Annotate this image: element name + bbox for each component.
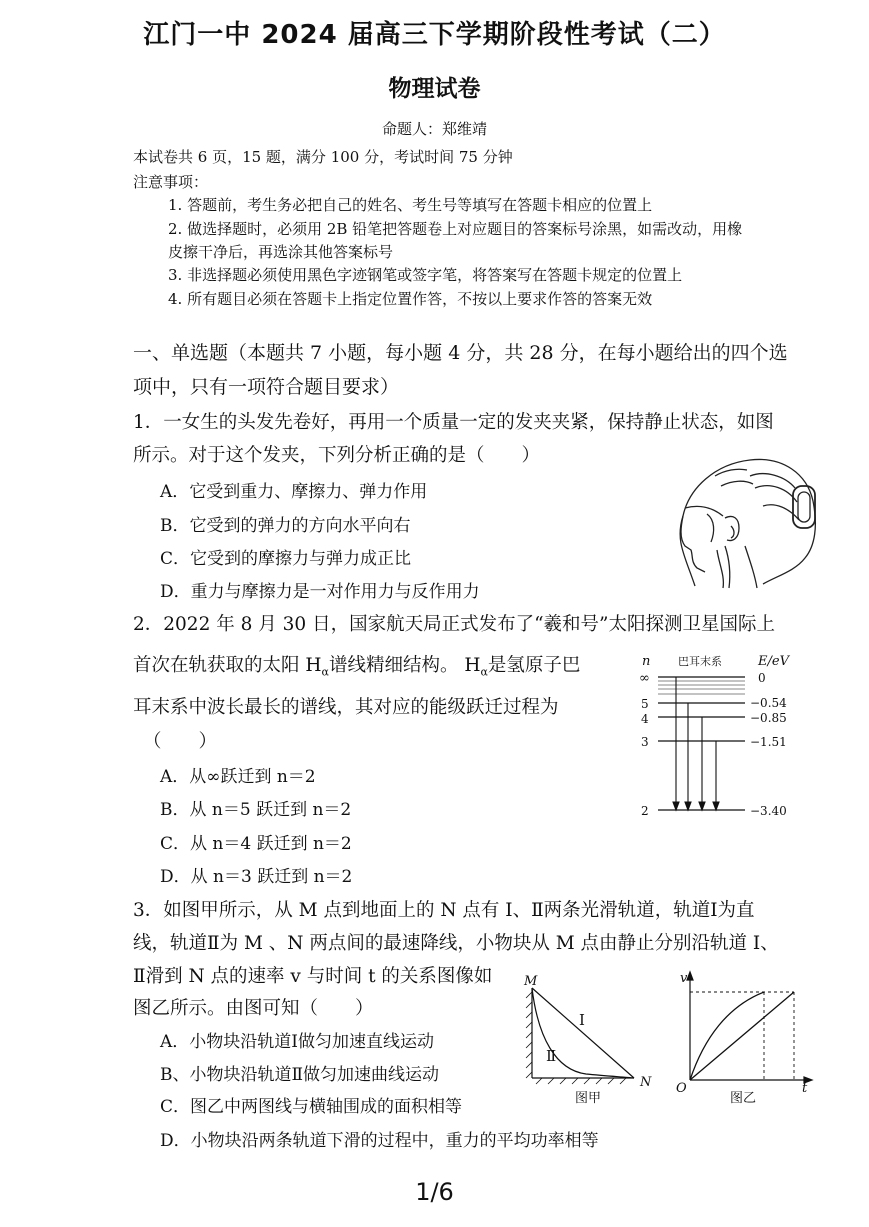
note-4: 4. 所有题目必须在答题卡上指定位置作答，不按以上要求作答的答案无效 xyxy=(168,290,653,308)
hair-clip-figure xyxy=(655,446,825,591)
figure-vt-graph xyxy=(672,968,822,1108)
exam-title: 江门一中 2024 届高三下学期阶段性考试（二） xyxy=(143,20,726,50)
q1-stem-line1: 1．一女生的头发先卷好，再用一个质量一定的发夹夹紧，保持静止状态，如图 xyxy=(133,412,774,433)
vt-line-track-i xyxy=(690,992,794,1080)
track-ii-label: Ⅱ xyxy=(546,1047,557,1065)
q2-stem-line3: 耳末系中波长最长的谱线，其对应的能级跃迁过程为 xyxy=(133,697,559,718)
q3-stem-line2: 线，轨道Ⅱ为 M 、N 两点间的最速降线，小物块从 M 点由静止分别沿轨道 Ⅰ、 xyxy=(133,933,779,954)
level-n-2: 2 xyxy=(641,804,649,818)
level-n-inf: ∞ xyxy=(639,671,650,686)
point-m-label: M xyxy=(524,974,538,989)
level-e-3: −1.51 xyxy=(750,735,787,749)
q3-stem-line4: 图乙所示。由图可知（ ） xyxy=(133,998,374,1019)
note-2a: 2. 做选择题时，必须用 2B 铅笔把答题卷上对应题目的答案标号涂黑，如需改动，用橡 xyxy=(168,220,743,238)
balmer-series-label: 巴耳末系 xyxy=(678,655,722,668)
figure-a-caption: 图甲 xyxy=(575,1091,602,1106)
notes-title: 注意事项： xyxy=(133,173,209,191)
n-axis-label: n xyxy=(642,654,651,669)
level-e-2: −3.40 xyxy=(750,804,787,818)
figure-tracks xyxy=(516,968,666,1108)
note-2b: 皮擦干净后，再选涂其他答案标号 xyxy=(168,243,394,261)
q1-option-d: D．重力与摩擦力是一对作用力与反作用力 xyxy=(160,582,480,602)
section-heading-line2: 项中，只有一项符合题目要求） xyxy=(133,376,400,398)
q2-option-c: C．从 n＝4 跃迁到 n＝2 xyxy=(160,834,352,854)
t-axis-label: t xyxy=(802,1081,808,1096)
point-n-label: N xyxy=(640,1075,652,1090)
level-n-4: 4 xyxy=(641,712,649,726)
q2-stem-line2: 首次在轨获取的太阳 $H_\alpha$谱线精细结构。 $H_\alpha$是氢原子巴 xyxy=(133,655,581,679)
level-e-inf: 0 xyxy=(758,671,766,685)
v-axis-label: v xyxy=(680,971,688,986)
page-number: 1/6 xyxy=(415,1178,454,1206)
q3-stem-line3: Ⅱ滑到 N 点的速率 v 与时间 t 的关系图像如 xyxy=(133,966,493,987)
q1-option-c: C．它受到的摩擦力与弹力成正比 xyxy=(160,549,412,569)
q3-stem-line1: 3．如图甲所示，从 M 点到地面上的 N 点有 Ⅰ、Ⅱ两条光滑轨道，轨道Ⅰ为直 xyxy=(133,900,755,921)
q2-stem-line4: （ ） xyxy=(143,731,218,752)
figure-b-caption: 图乙 xyxy=(730,1091,757,1106)
q1-option-b: B．它受到的弹力的方向水平向右 xyxy=(160,516,411,536)
note-3: 3. 非选择题必须使用黑色字迹钢笔或签字笔，将答案写在答题卡规定的位置上 xyxy=(168,266,683,284)
q2-option-a: A．从∞跃迁到 n＝2 xyxy=(160,767,316,787)
q1-stem-line2: 所示。对于这个发夹，下列分析正确的是（ ） xyxy=(133,445,541,466)
section-heading-line1: 一、单选题（本题共 7 小题，每小题 4 分，共 28 分，在每小题给出的四个选 xyxy=(133,342,788,364)
note-1: 1. 答题前，考生务必把自己的姓名、考生号等填写在答题卡相应的位置上 xyxy=(168,196,653,214)
track-i-label: Ⅰ xyxy=(579,1011,585,1029)
energy-axis-label: E/eV xyxy=(758,654,789,669)
vt-curve-track-ii xyxy=(690,992,764,1080)
q1-option-a: A．它受到重力、摩擦力、弹力作用 xyxy=(160,482,428,502)
q3-option-d: D．小物块沿两条轨道下滑的过程中，重力的平均功率相等 xyxy=(160,1131,599,1151)
exam-info: 本试卷共 6 页，15 题，满分 100 分，考试时间 75 分钟 xyxy=(133,148,513,166)
q3-option-c: C．图乙中两图线与横轴围成的面积相等 xyxy=(160,1097,463,1117)
exam-subtitle: 物理试卷 xyxy=(388,76,481,102)
origin-label: O xyxy=(676,1081,687,1096)
q2-option-b: B．从 n＝5 跃迁到 n＝2 xyxy=(160,800,352,820)
level-e-4: −0.85 xyxy=(750,711,787,725)
energy-level-diagram xyxy=(630,648,810,823)
author-line: 命题人：郑维靖 xyxy=(381,120,487,138)
level-n-3: 3 xyxy=(641,735,649,749)
level-e-5: −0.54 xyxy=(750,696,787,710)
q3-option-b: B、小物块沿轨道Ⅱ做匀加速曲线运动 xyxy=(160,1065,440,1085)
q3-option-a: A．小物块沿轨道Ⅰ做匀加速直线运动 xyxy=(160,1032,434,1052)
q2-option-d: D．从 n＝3 跃迁到 n＝2 xyxy=(160,867,353,887)
level-n-5: 5 xyxy=(641,697,649,711)
q2-stem-line1: 2．2022 年 8 月 30 日，国家航天局正式发布了“羲和号”太阳探测卫星国际上 xyxy=(133,614,775,635)
